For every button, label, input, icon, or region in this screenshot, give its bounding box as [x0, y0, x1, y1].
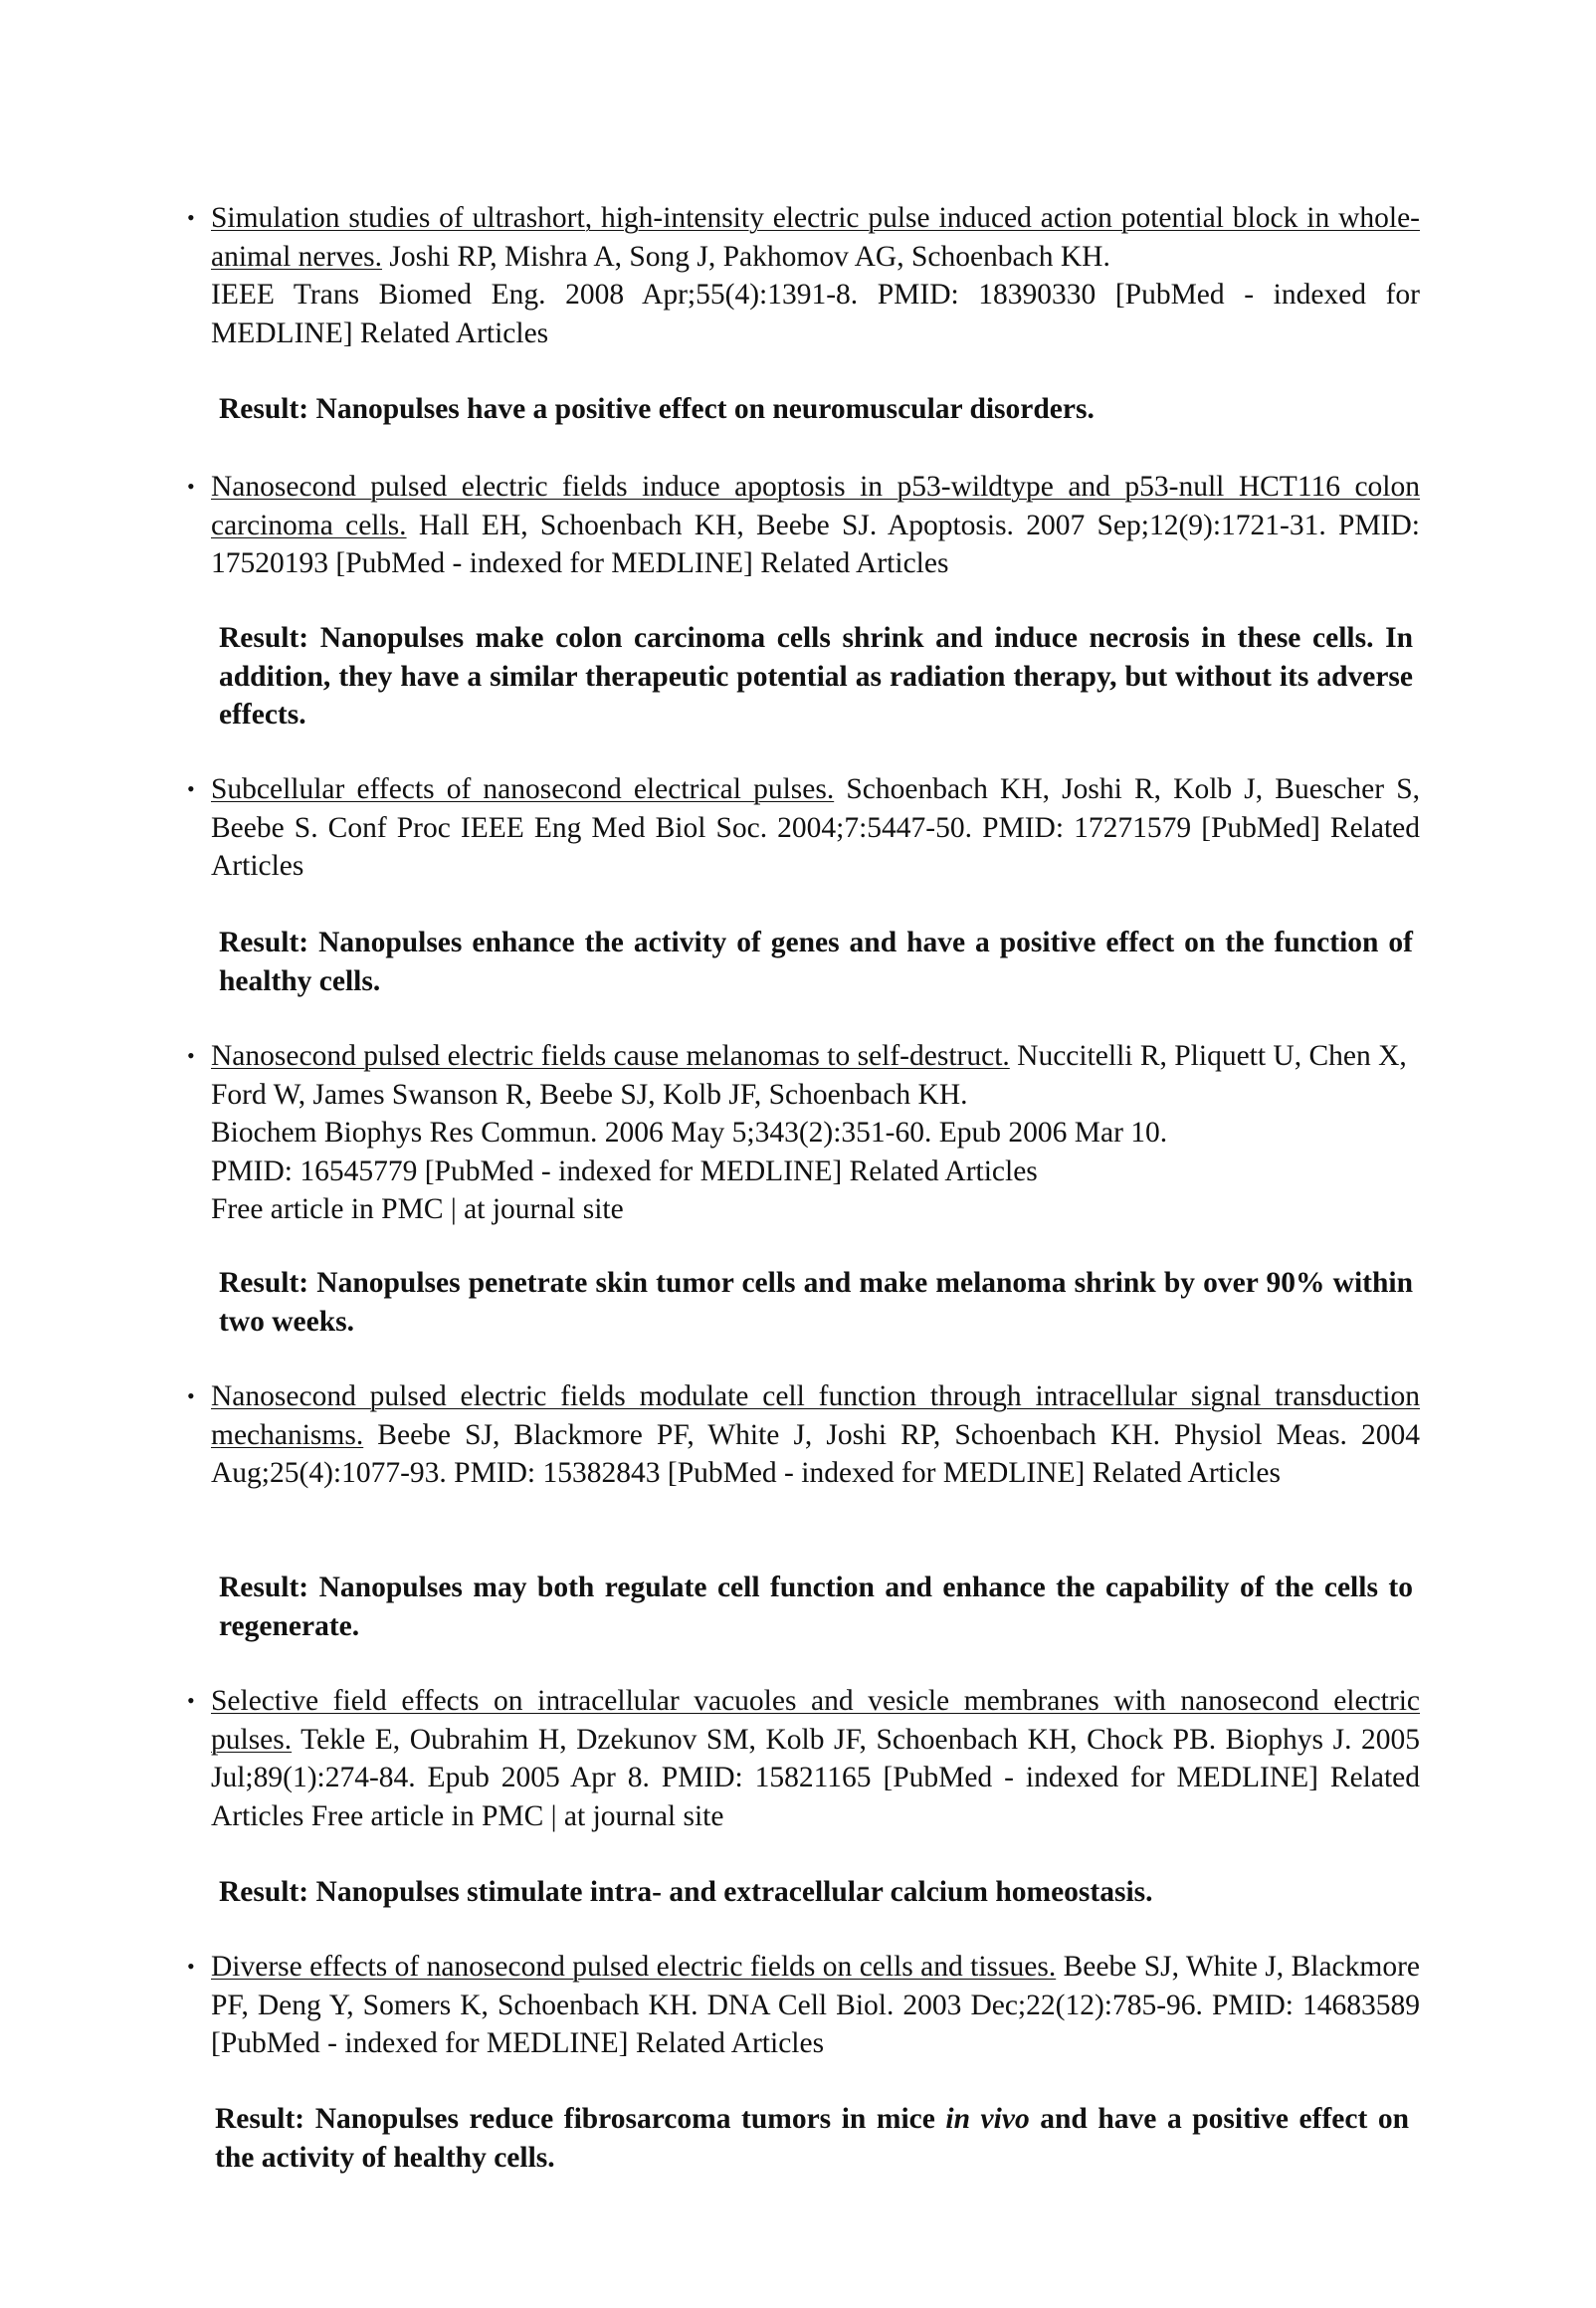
reference-citation: Schoenbach KH, Joshi R, Kolb J, Buescher S, Beebe S. Conf Proc IEEE Eng Med Biol Soc. 2004;7:5447-50. PMID: 17271579 [PubMed] Related Articles — [211, 773, 1420, 882]
reference-free-article: Free article in PMC | at journal site — [211, 1193, 624, 1225]
reference-title-link[interactable]: Diverse effects of nanosecond pulsed electric fields on cells and tissues. — [211, 1951, 1057, 1983]
result-statement — [219, 390, 1413, 429]
bullet-icon: • — [187, 1383, 195, 1408]
reference-citation: Tekle E, Oubrahim H, Dzekunov SM, Kolb JF, Schoenbach KH, Chock PB. Biophys J. 2005 Jul;89(1):274-84. Epub 2005 Apr 8. PMID: 15821165 [PubMed - indexed for MEDLINE] Related Articles Free article in PMC | at journal site — [211, 1723, 1420, 1832]
reference-title-link[interactable]: Selective field effects on intracellular vacuoles and vesicle membranes with nanosecond electric pulses. — [211, 1685, 1420, 1756]
reference-entry — [187, 1377, 1420, 1493]
reference-title-link[interactable]: Simulation studies of ultrashort, high-intensity electric pulse induced action potential block in whole-animal nerves. — [211, 202, 1420, 273]
result-text: Nanopulses enhance the activity of genes and have a positive effect on the function of healthy cells. — [219, 927, 1413, 997]
result-text-italic: in vivo — [945, 2103, 1030, 2135]
result-text: Nanopulses have a positive effect on neuromuscular disorders. — [308, 393, 1095, 425]
result-label: Result: — [219, 622, 309, 654]
result-label: Result: — [219, 1267, 309, 1299]
bullet-icon: • — [187, 474, 195, 499]
result-statement — [215, 2100, 1409, 2177]
result-text: Nanopulses reduce fibrosarcoma tumors in mice — [304, 2103, 946, 2135]
reference-entry — [187, 199, 1420, 352]
reference-citation: Hall EH, Schoenbach KH, Beebe SJ. Apoptosis. 2007 Sep;12(9):1721-31. PMID: 17520193 [PubMed - indexed for MEDLINE] Related Articles — [211, 509, 1420, 579]
reference-citation: Beebe SJ, Blackmore PF, White J, Joshi RP, Schoenbach KH. Physiol Meas. 2004 Aug;25(4):1077-93. PMID: 15382843 [PubMed - indexed for MEDLINE] Related Articles — [211, 1418, 1420, 1489]
result-text: Nanopulses may both regulate cell function and enhance the capability of the cells to regenerate. — [219, 1572, 1413, 1642]
bullet-icon: • — [187, 776, 195, 801]
reference-entry — [187, 468, 1420, 583]
result-text: Nanopulses penetrate skin tumor cells and make melanoma shrink by over 90% within two weeks. — [219, 1267, 1413, 1338]
result-statement — [219, 1569, 1413, 1645]
reference-authors: Joshi RP, Mishra A, Song J, Pakhomov AG, Schoenbach KH. — [382, 240, 1110, 273]
reference-entry — [187, 1037, 1420, 1229]
reference-pmid: PMID: 16545779 [PubMed - indexed for MEDLINE] Related Articles — [211, 1154, 1038, 1187]
result-text: and have a positive effect on the activity of healthy cells. — [215, 2103, 1409, 2174]
reference-title-link[interactable]: Subcellular effects of nanosecond electrical pulses. — [211, 773, 835, 805]
result-label: Result: — [215, 2103, 305, 2135]
result-label: Result: — [219, 927, 309, 958]
bullet-icon: • — [187, 1954, 195, 1979]
reference-entry — [187, 1682, 1420, 1835]
result-statement — [219, 924, 1413, 1000]
reference-citation: Beebe SJ, White J, Blackmore PF, Deng Y, Somers K, Schoenbach KH. DNA Cell Biol. 2003 Dec;22(12):785-96. PMID: 14683589 [PubMed - indexed for MEDLINE] Related Articles — [211, 1951, 1420, 2059]
result-label: Result: — [219, 1572, 309, 1603]
result-statement — [219, 1873, 1413, 1912]
reference-entry — [187, 1948, 1420, 2063]
bullet-icon: • — [187, 1688, 195, 1713]
result-label: Result: — [219, 1876, 309, 1908]
reference-citation: Biochem Biophys Res Commun. 2006 May 5;343(2):351-60. Epub 2006 Mar 10. — [211, 1117, 1168, 1149]
reference-authors: Nuccitelli R, Pliquett U, Chen X, Ford W, James Swanson R, Beebe SJ, Kolb JF, Schoenbach KH. — [211, 1040, 1407, 1111]
result-label: Result: — [219, 393, 309, 425]
reference-title-link[interactable]: Nanosecond pulsed electric fields induce apoptosis in p53-wildtype and p53-null HCT116 colon carcinoma cells. — [211, 471, 1420, 541]
result-statement — [219, 1264, 1413, 1341]
reference-title-link[interactable]: Nanosecond pulsed electric fields modulate cell function through intracellular signal transduction mechanisms. — [211, 1380, 1420, 1451]
reference-citation: IEEE Trans Biomed Eng. 2008 Apr;55(4):1391-8. PMID: 18390330 [PubMed - indexed for MEDLINE] Related Articles — [211, 279, 1420, 349]
result-text: Nanopulses stimulate intra- and extracellular calcium homeostasis. — [308, 1876, 1153, 1908]
reference-entry — [187, 770, 1420, 886]
bullet-icon: • — [187, 1043, 195, 1068]
reference-title-link[interactable]: Nanosecond pulsed electric fields cause melanomas to self-destruct. — [211, 1040, 1010, 1072]
result-statement — [219, 619, 1413, 734]
bullet-icon: • — [187, 205, 195, 230]
result-text: Nanopulses make colon carcinoma cells shrink and induce necrosis in these cells. In addition, they have a similar therapeutic potential as radiation therapy, but without its adverse effects. — [219, 622, 1413, 731]
